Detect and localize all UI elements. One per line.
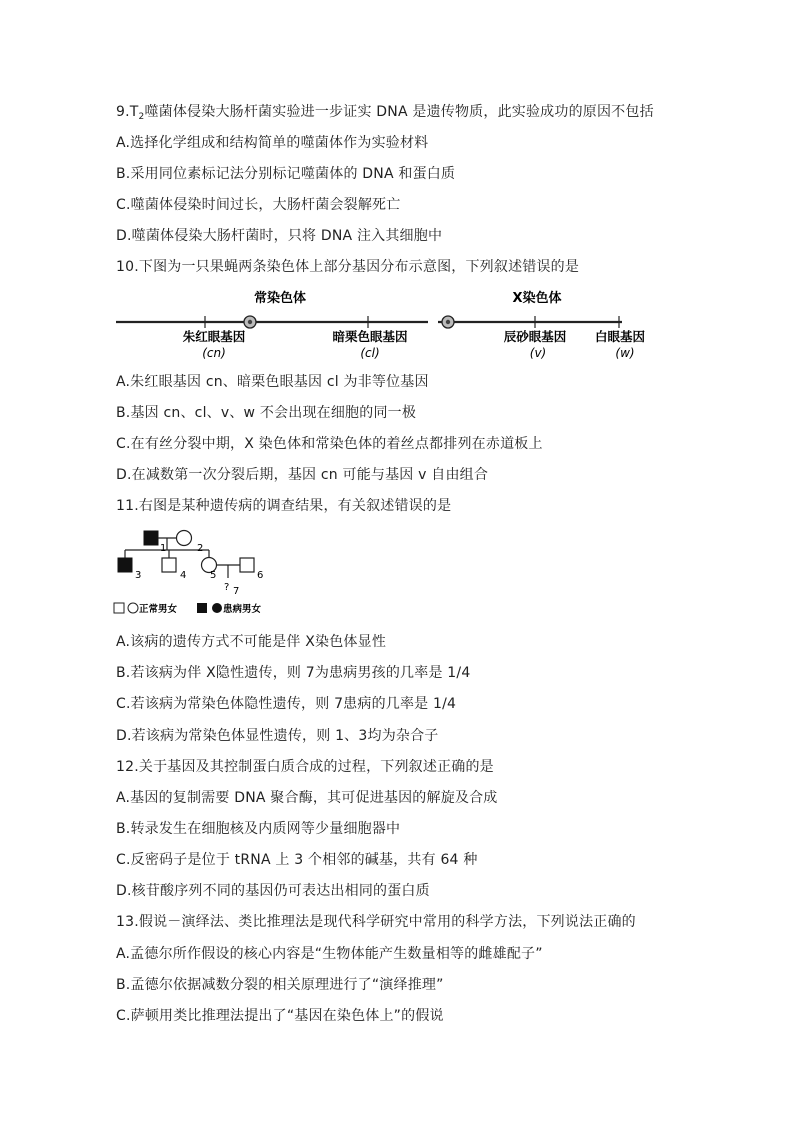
legend-normal-male-icon — [114, 603, 124, 613]
pedigree-chart — [112, 523, 292, 618]
q10-option-d: D.在减数第一次分裂后期，基因 cn 可能与基因 v 自由组合 — [116, 467, 489, 483]
label-3: 3 — [135, 570, 142, 581]
gene-w-symbol: (w) — [615, 346, 635, 360]
q11-option-c: C.若该病为常染色体隐性遗传，则 7患病的几率是 1/4 — [116, 696, 457, 712]
q12-option-c: C.反密码子是位于 tRNA 上 3 个相邻的碱基，共有 64 种 — [116, 852, 478, 868]
q13-stem: 13.假说－演绎法、类比推理法是现代科学研究中常用的科学方法，下列说法正确的 — [116, 914, 636, 930]
gene-cn-symbol: (cn) — [202, 346, 226, 360]
q10-stem: 10.下图为一只果蝇两条染色体上部分基因分布示意图，下列叙述错误的是 — [116, 259, 580, 275]
q13-option-a: A.孟德尔所作假设的核心内容是“生物体能产生数量相等的雌雄配子” — [116, 946, 543, 962]
q9-stem-text: 噬菌体侵染大肠杆菌实验进一步证实 DNA 是遗传物质，此实验成功的原因不包括 — [144, 104, 654, 120]
q9-stem-prefix: 9.T — [116, 104, 139, 120]
label-1: 1 — [160, 543, 167, 554]
gene-cl-name: 暗栗色眼基因 — [332, 329, 408, 344]
label-2: 2 — [197, 543, 204, 554]
x-chromosome-title: X染色体 — [512, 291, 562, 306]
label-5: 5 — [210, 570, 217, 581]
q10-option-b: B.基因 cn、cl、v、w 不会出现在细胞的同一极 — [116, 405, 417, 421]
legend-affected-male-icon — [197, 603, 207, 613]
individual-3-affected-male — [118, 558, 132, 572]
q11-option-a: A.该病的遗传方式不可能是伴 X染色体显性 — [116, 634, 387, 650]
q11-option-b: B.若该病为伴 X隐性遗传，则 7为患病男孩的几率是 1/4 — [116, 665, 471, 681]
gene-v-name: 辰砂眼基因 — [503, 329, 567, 344]
legend-normal-female-icon — [128, 603, 138, 613]
x-centromere-dot — [446, 320, 450, 324]
q9-option-a: A.选择化学组成和结构简单的噬菌体作为实验材料 — [116, 135, 429, 151]
q12-option-b: B.转录发生在细胞核及内质网等少量细胞器中 — [116, 821, 401, 837]
gene-w-name: 白眼基因 — [594, 329, 646, 344]
q13-option-c: C.萨顿用类比推理法提出了“基因在染色体上”的假说 — [116, 1008, 444, 1024]
label-7: 7 — [233, 586, 240, 597]
q10-option-c: C.在有丝分裂中期，X 染色体和常染色体的着丝点都排列在赤道板上 — [116, 436, 543, 452]
individual-2-normal-female — [177, 531, 192, 546]
gene-v-symbol: (v) — [529, 346, 547, 360]
chromosome-diagram — [110, 285, 670, 365]
q10-option-a: A.朱红眼基因 cn、暗栗色眼基因 cl 为非等位基因 — [116, 374, 429, 390]
individual-1-affected-male — [144, 531, 158, 545]
gene-cn-name: 朱红眼基因 — [182, 329, 246, 344]
q9-stem — [116, 103, 654, 126]
q12-option-a: A.基因的复制需要 DNA 聚合酶，其可促进基因的解旋及合成 — [116, 790, 498, 806]
individual-6-normal-male — [240, 558, 254, 572]
q12-option-d: D.核苷酸序列不同的基因仍可表达出相同的蛋白质 — [116, 883, 430, 899]
q9-option-c: C.噬菌体侵染时间过长，大肠杆菌会裂解死亡 — [116, 197, 401, 213]
q11-stem: 11.右图是某种遗传病的调查结果，有关叙述错误的是 — [116, 498, 452, 514]
q12-stem: 12.关于基因及其控制蛋白质合成的过程，下列叙述正确的是 — [116, 759, 494, 775]
label-question: ? — [224, 582, 230, 593]
gene-cl-symbol: (cl) — [360, 346, 380, 360]
legend-affected-label: 患病男女 — [223, 604, 262, 615]
autosome-centromere-dot — [248, 320, 252, 324]
legend-affected-female-icon — [212, 603, 222, 613]
q9-stem-subscript: 2 — [138, 112, 145, 122]
q11-option-d: D.若该病为常染色体显性遗传，则 1、3均为杂合子 — [116, 728, 439, 744]
individual-4-normal-male — [162, 558, 176, 572]
autosome-title: 常染色体 — [253, 291, 307, 306]
legend-normal-label: 正常男女 — [139, 604, 178, 615]
label-6: 6 — [257, 570, 264, 581]
q9-option-d: D.噬菌体侵染大肠杆菌时，只将 DNA 注入其细胞中 — [116, 228, 443, 244]
q13-option-b: B.孟德尔依据减数分裂的相关原理进行了“演绎推理” — [116, 977, 444, 993]
label-4: 4 — [180, 570, 187, 581]
q9-option-b: B.采用同位素标记法分别标记噬菌体的 DNA 和蛋白质 — [116, 166, 456, 182]
